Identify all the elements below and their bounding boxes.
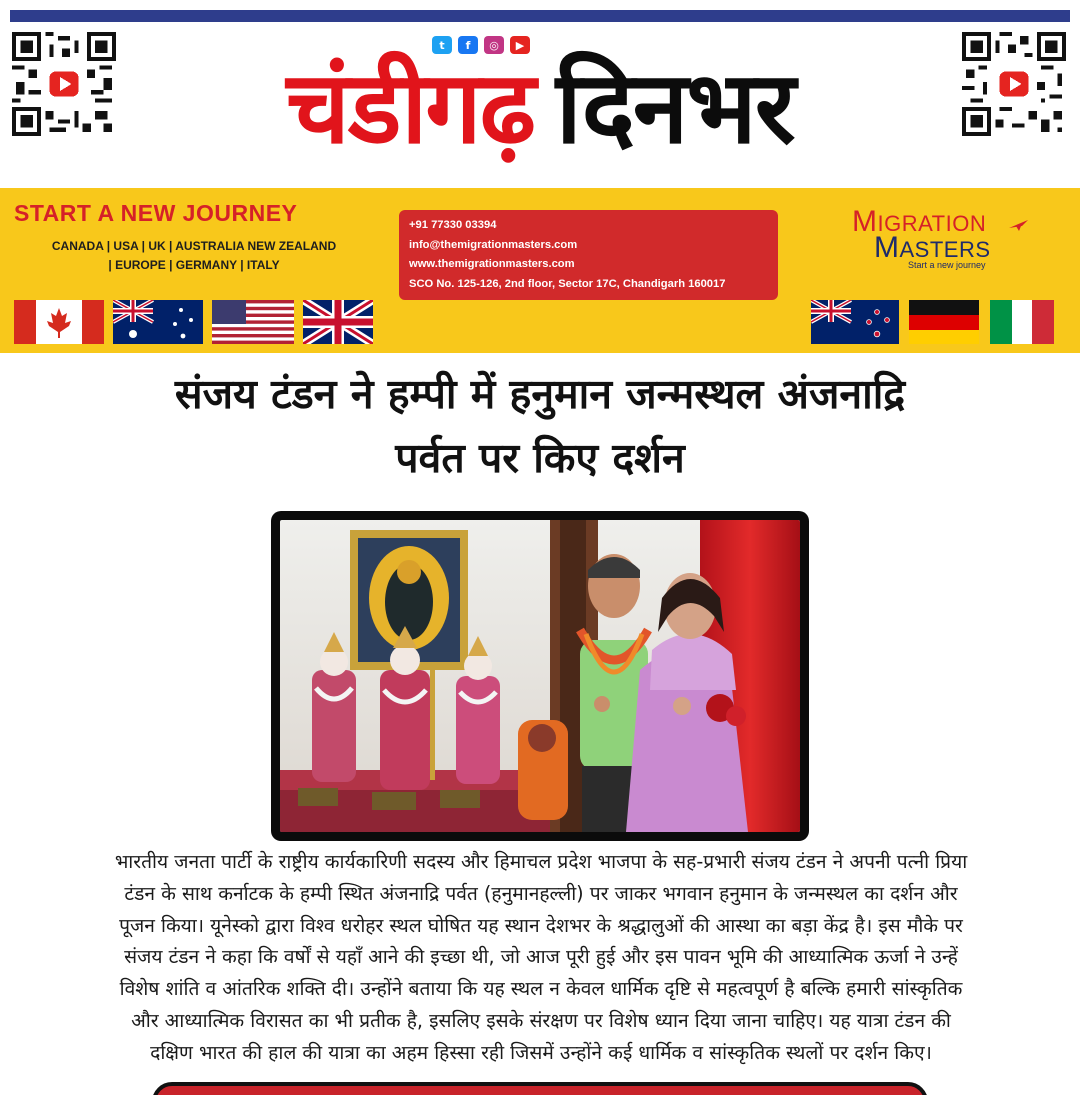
- ad-phone[interactable]: +91 77330 03394: [409, 219, 497, 231]
- usa-flag-icon: [212, 300, 294, 344]
- airplane-icon: [1008, 218, 1030, 232]
- masthead: [0, 22, 1080, 188]
- body-line-7: दक्षिण भारत की हाल की यात्रा का अहम हिस्सा रही जिसमें उन्होंने कई धार्मिक व सांस्कृतिक स्थलों पर दर्शन किए।: [150, 1040, 932, 1064]
- article-photo: [271, 511, 809, 841]
- headline-line-2: पर्वत पर किए दर्शन: [395, 434, 685, 482]
- qr-code-icon: [962, 30, 1066, 138]
- temple-visit-photo: [280, 520, 800, 832]
- ad-email[interactable]: info@themigrationmasters.com: [409, 238, 578, 251]
- article-body: [16, 846, 1066, 1069]
- qr-code-icon: [12, 30, 116, 138]
- body-line-1: भारतीय जनता पार्टी के राष्ट्रीय कार्यकारिणी सदस्य और हिमाचल प्रदेश भाजपा के सह-प्रभारी संजय टंडन ने अपनी पत्नी प्रिया: [114, 850, 968, 873]
- youtube-qr-code-right[interactable]: [962, 30, 1066, 138]
- facebook-icon[interactable]: f: [458, 36, 478, 54]
- youtube-icon[interactable]: ▶: [510, 36, 530, 54]
- newspaper-title: [140, 48, 940, 168]
- footer-banner: [152, 1082, 928, 1095]
- body-line-5: विशेष शांति व आंतरिक शक्ति दी। उन्होंने बताया कि यह स्थल न केवल धार्मिक दृष्टि से महत्वपूर्ण है बल्कि हमारी सांस्कृतिक: [119, 977, 963, 1001]
- title-dinbhar: दिनभर: [555, 49, 794, 166]
- australia-flag-icon: [113, 300, 203, 344]
- top-rule: [10, 10, 1070, 22]
- ad-address: SCO No. 125-126, 2nd floor, Sector 17C, Chandigarh 160017: [409, 277, 726, 290]
- canada-flag-icon: [14, 300, 104, 344]
- headline-line-1: संजय टंडन ने हम्पी में हनुमान जन्मस्थल अंजनाद्रि: [174, 370, 906, 418]
- article-headline: [20, 362, 1060, 490]
- uk-flag-icon: [303, 300, 373, 344]
- body-line-6: और आध्यात्मिक विरासत का भी प्रतीक है, इसलिए इसके संरक्षण पर विशेष ध्यान दिया जाना चाहिए। यह यात्रा टंडन की: [131, 1008, 951, 1032]
- instagram-icon[interactable]: ◎: [484, 36, 504, 54]
- ad-contact-box: [399, 210, 778, 300]
- ad-countries-line1: CANADA | USA | UK | AUSTRALIA NEW ZEALAND: [51, 239, 337, 253]
- ad-headline: START A NEW JOURNEY: [14, 200, 298, 226]
- ad-website[interactable]: www.themigrationmasters.com: [409, 258, 575, 270]
- logo-tagline: Start a new journey: [908, 260, 986, 270]
- new-zealand-flag-icon: [811, 300, 899, 344]
- germany-flag-icon: [909, 300, 979, 344]
- ad-tagline-block: [14, 200, 394, 275]
- body-line-4: संजय टंडन ने कहा कि वर्षों से यहाँ आने की इच्छा थी, जो आज पूरी हुई और इस पावन भूमि की आध्यात्मिक ऊर्जा ने उन्हें: [124, 945, 958, 969]
- youtube-qr-code-left[interactable]: [12, 30, 116, 138]
- migration-masters-ad[interactable]: [0, 188, 1080, 353]
- italy-flag-icon: [990, 300, 1054, 344]
- title-chandigarh: चंडीगढ़: [286, 49, 534, 166]
- logo-line-masters: MASTERS: [874, 231, 991, 264]
- migration-masters-logo: [852, 205, 1052, 270]
- ad-countries: [14, 237, 374, 275]
- logo-line-migration: MIGRATION: [852, 205, 987, 238]
- body-line-2: टंडन के साथ कर्नाटक के हम्पी स्थित अंजनाद्रि पर्वत (हनुमानहल्ली) पर जाकर भगवान हनुमान के जन्मस्थल का दर्शन और: [124, 881, 958, 905]
- twitter-icon[interactable]: t: [432, 36, 452, 54]
- ad-countries-line2: | EUROPE | GERMANY | ITALY: [108, 258, 280, 272]
- body-line-3: पूजन किया। यूनेस्को द्वारा विश्व धरोहर स्थल घोषित यह स्थान देशभर के श्रद्धालुओं की आस्था का बड़ा केंद्र है। इस मौके पर: [119, 913, 963, 937]
